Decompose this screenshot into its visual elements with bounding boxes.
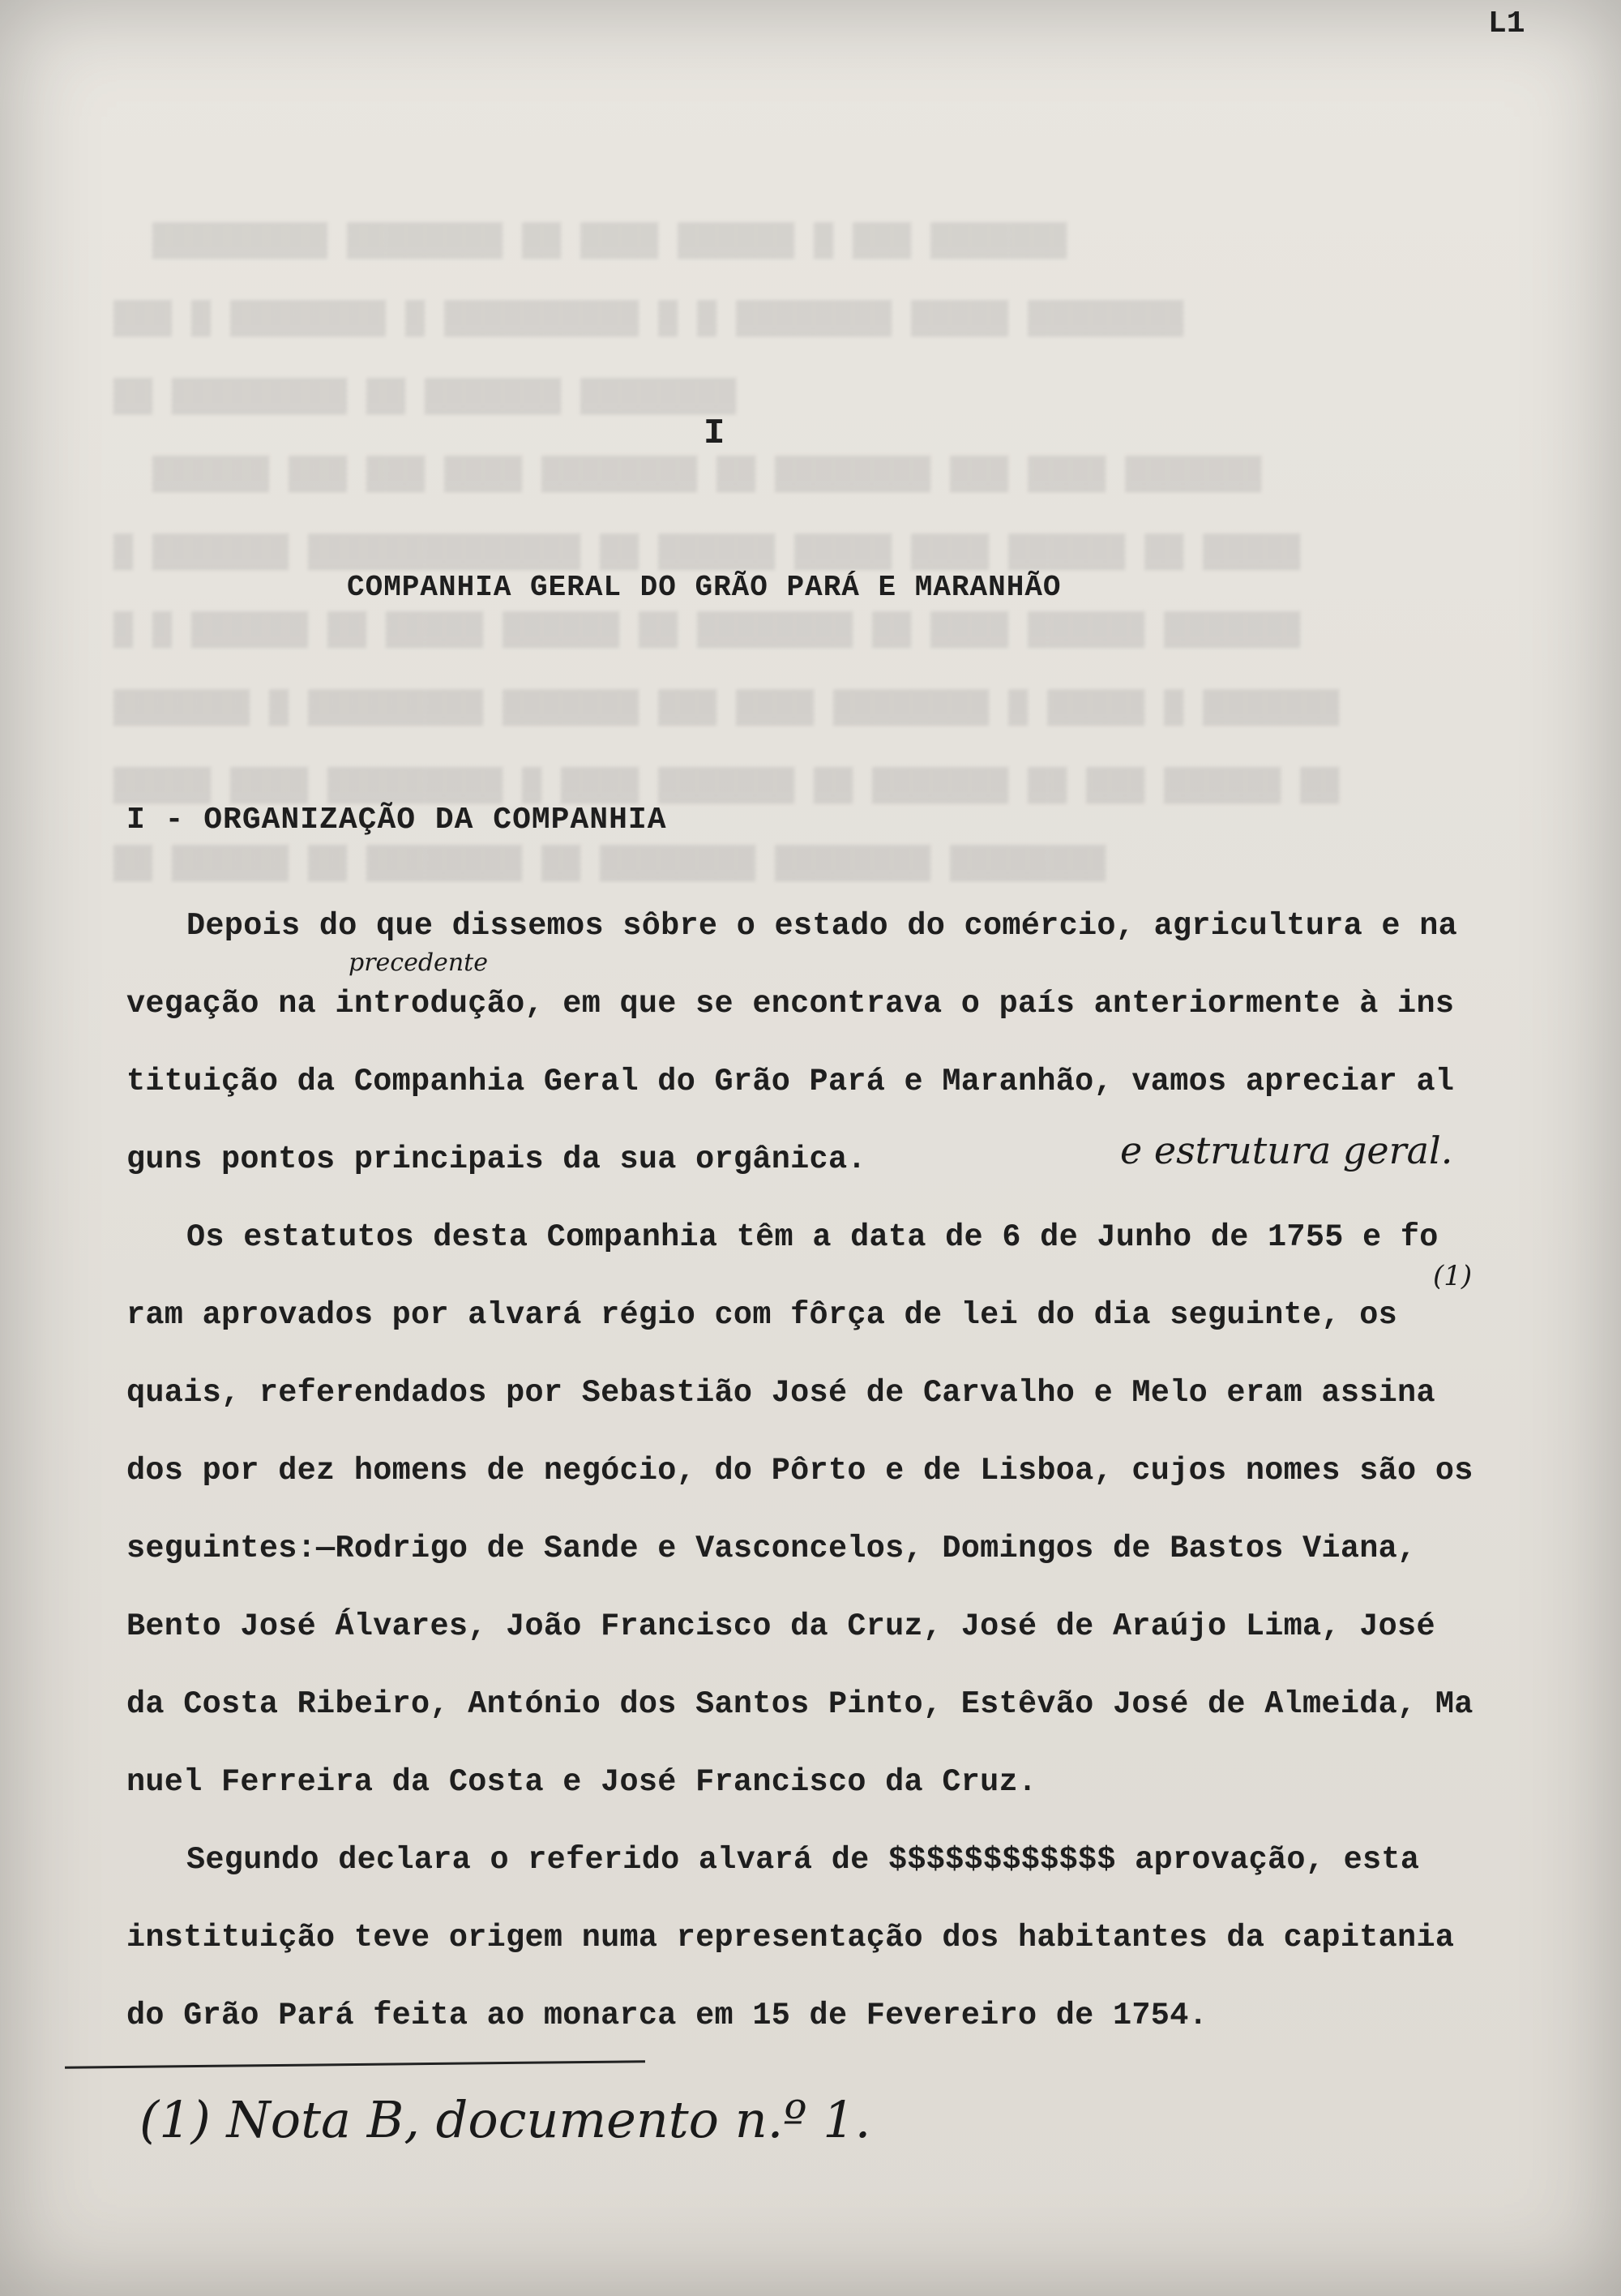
section-heading: I - ORGANIZAÇÃO DA COMPANHIA bbox=[126, 803, 667, 837]
text-line: ram aprovados por alvará régio com fôrça de lei do dia seguinte, os bbox=[126, 1297, 1398, 1333]
chapter-title: COMPANHIA GERAL DO GRÃO PARÁ E MARANHÃO bbox=[347, 571, 1062, 604]
text-line: vegação na introdução, em que se encontrava o país anteriormente à ins bbox=[126, 986, 1455, 1022]
chapter-numeral: I bbox=[704, 413, 725, 454]
bleed-through-text: ▓▓▓▓▓▓▓▓▓ ▓▓▓▓▓▓▓▓ ▓▓ ▓▓▓▓ ▓▓▓▓▓▓ ▓ ▓▓▓ ▓▓▓▓▓▓▓ ▓▓▓ ▓ ▓▓▓▓▓▓▓▓ ▓ ▓▓▓▓▓▓▓▓▓▓ ▓ ▓ ▓▓▓▓▓▓▓▓ ▓▓▓▓▓ ▓▓▓▓▓▓▓▓ ▓▓ ▓▓▓▓▓▓▓▓▓ ▓▓ ▓▓▓▓▓▓▓ ▓▓▓▓▓▓▓▓ ▓▓▓▓▓▓ ▓▓▓ ▓▓▓ ▓▓▓▓ ▓▓▓▓▓▓▓▓ ▓▓ ▓▓▓▓▓▓▓▓ ▓▓▓ ▓▓▓▓ ▓▓▓▓▓▓▓ ▓ ▓▓▓▓▓▓▓ ▓▓▓▓▓▓▓▓▓▓▓▓▓▓ ▓▓ ▓▓▓▓▓▓ ▓▓▓▓▓ ▓▓▓▓ ▓▓▓▓▓▓ ▓▓ ▓▓▓▓▓ ▓ ▓ ▓▓▓▓▓▓ ▓▓ ▓▓▓▓▓ ▓▓▓▓▓▓ ▓▓ ▓▓▓▓▓▓▓▓ ▓▓ ▓▓▓▓ ▓▓▓▓▓▓ ▓▓▓▓▓▓▓ ▓▓▓▓▓▓▓ ▓ ▓▓▓▓▓▓▓▓▓ ▓▓▓▓▓▓▓ ▓▓▓ ▓▓▓▓ ▓▓▓▓▓▓▓▓ ▓ ▓▓▓▓▓ ▓ ▓▓▓▓▓▓▓ ▓▓▓▓▓ ▓▓▓▓ ▓▓▓▓▓▓▓▓▓ ▓ ▓▓▓▓ ▓▓▓▓▓▓▓ ▓▓ ▓▓▓▓▓▓▓ ▓▓ ▓▓▓ ▓▓▓▓▓▓ ▓▓ ▓▓ ▓▓▓▓▓▓ ▓▓ ▓▓▓▓▓▓▓▓ ▓▓ ▓▓▓▓▓▓▓▓ ▓▓▓▓▓▓▓▓ ▓▓▓▓▓▓▓▓ bbox=[113, 223, 1340, 882]
text-line: dos por dez homens de negócio, do Pôrto e de Lisboa, cujos nomes são os bbox=[126, 1453, 1473, 1489]
text-line: tituição da Companhia Geral do Grão Pará e Maranhão, vamos apreciar al bbox=[126, 1064, 1455, 1099]
paragraph-2 bbox=[126, 1198, 1585, 1821]
text-line: quais, referendados por Sebastião José de Carvalho e Melo eram assina bbox=[126, 1375, 1435, 1411]
page-number: L1 bbox=[1488, 6, 1525, 41]
text-line: do Grão Pará feita ao monarca em 15 de Fevereiro de 1754. bbox=[126, 1998, 1208, 2033]
text-line: Os estatutos desta Companhia têm a data de 6 de Junho de 1755 e fo bbox=[186, 1219, 1439, 1255]
text-line: da Costa Ribeiro, António dos Santos Pinto, Estêvão José de Almeida, Ma bbox=[126, 1686, 1473, 1722]
text-line: Depois do que dissemos sôbre o estado do comércio, agricultura e na bbox=[186, 908, 1458, 944]
handwritten-insertion-precedente: precedente bbox=[349, 949, 488, 977]
text-line: guns pontos principais da sua orgânica. bbox=[126, 1142, 866, 1177]
text-line: Bento José Álvares, João Francisco da Cruz, José de Araújo Lima, José bbox=[126, 1608, 1435, 1644]
footnote-rule bbox=[65, 2060, 645, 2068]
text-line: seguintes:—Rodrigo de Sande e Vasconcelos, Domingos de Bastos Viana, bbox=[126, 1531, 1417, 1566]
handwritten-footnote-ref: (1) bbox=[1433, 1260, 1473, 1292]
handwritten-insertion-estrutura: e estrutura geral. bbox=[1120, 1129, 1453, 1172]
text-line: instituição teve origem numa representação dos habitantes da capitania bbox=[126, 1920, 1455, 1955]
text-line: nuel Ferreira da Costa e José Francisco da Cruz. bbox=[126, 1764, 1037, 1800]
handwritten-footnote: (1) Nota B, documento n.º 1. bbox=[139, 2090, 871, 2149]
paragraph-3 bbox=[126, 1821, 1585, 2054]
text-line: Segundo declara o referido alvará de $$$$$$$$$$$$ aprovação, esta bbox=[186, 1842, 1420, 1878]
